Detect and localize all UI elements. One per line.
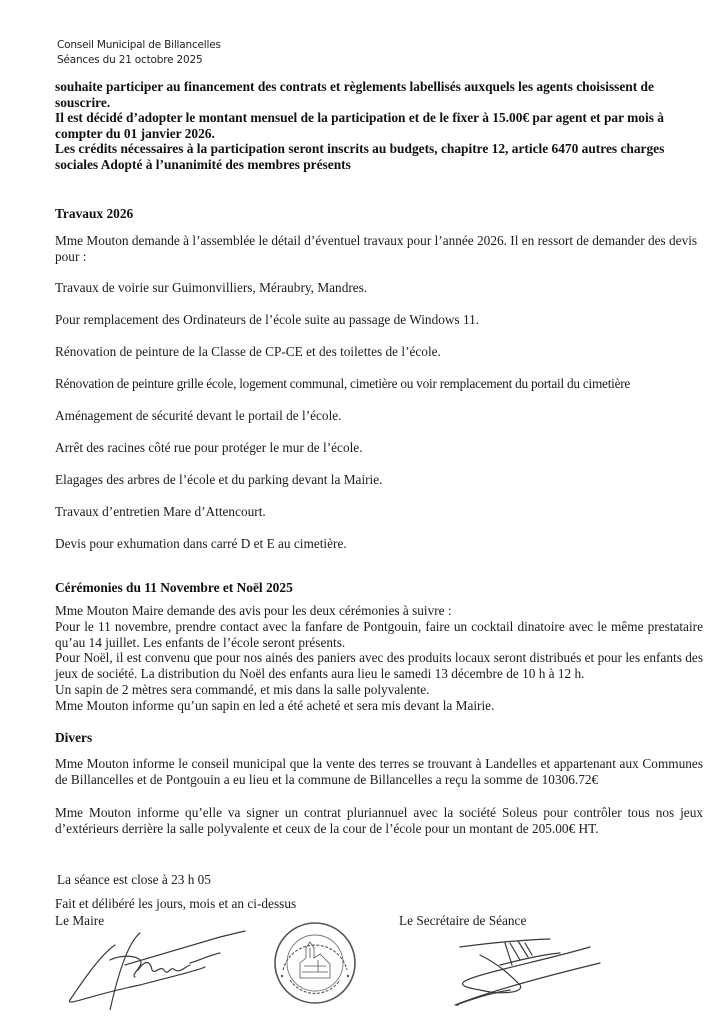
ceremonies-line: Un sapin de 2 mètres sera commandé, et mis dans la salle polyvalente. <box>55 681 430 697</box>
session-date: Séances du 21 octobre 2025 <box>57 54 203 66</box>
travaux-item: Rénovation de peinture de la Classe de CP-CE et des toilettes de l’école. <box>55 344 441 359</box>
travaux-item: Arrêt des racines côté rue pour protéger le mur de l’école. <box>55 440 363 455</box>
travaux-intro: Mme Mouton demande à l’assemblée le détail d’éventuel travaux pour l’année 2026. Il en ressort de demander des devis pour : <box>55 233 698 264</box>
travaux-item: Aménagement de sécurité devant le portail de l’école. <box>55 408 342 423</box>
travaux-item: Elagages des arbres de l’école et du parking devant la Mairie. <box>55 472 383 487</box>
secretaire-signature <box>440 935 610 1010</box>
ceremonies-line: Pour le 11 novembre, prendre contact avec la fanfare de Pontgouin, faire un cocktail dinatoire avec le même prestataire qu’au 14 juillet. Les enfants de l’école seront présents. <box>55 618 703 650</box>
travaux-item: Pour remplacement des Ordinateurs de l’école suite au passage de Windows 11. <box>55 312 480 327</box>
section-title-divers: Divers <box>55 730 93 745</box>
travaux-item: Travaux d’entretien Mare d’Attencourt. <box>55 504 266 519</box>
maire-label: Le Maire <box>55 913 105 928</box>
ceremonies-line: Mme Mouton informe qu’un sapin en led a été acheté et sera mis devant la Mairie. <box>55 697 495 713</box>
fait-delibere: Fait et délibéré les jours, mois et an ci-dessus <box>55 896 297 911</box>
section-title-ceremonies: Cérémonies du 11 Novembre et Noël 2025 <box>55 580 293 595</box>
decision-line: souhaite participer au financement des contrats et règlements labellisés auxquels les agents choisissent de souscrire. <box>55 79 654 110</box>
section-title-travaux: Travaux 2026 <box>55 206 134 221</box>
divers-paragraph: Mme Mouton informe le conseil municipal que la vente des terres se trouvant à Landelles et appartenant aux Communes de Billancelles et de Pontgouin a eu lieu et la commune de Billancelles a reçu la somme de 10306.72€ <box>55 756 703 787</box>
close-time: La séance est close à 23 h 05 <box>57 872 211 887</box>
document-header <box>57 38 221 68</box>
maire-signature <box>60 930 260 1010</box>
travaux-item: Devis pour exhumation dans carré D et E au cimetière. <box>55 536 347 551</box>
travaux-item: Travaux de voirie sur Guimonvilliers, Méraubry, Mandres. <box>55 280 368 295</box>
participation-decision <box>55 79 700 173</box>
ceremonies-body <box>55 603 703 714</box>
travaux-item: Rénovation de peinture grille école, logement communal, cimetière ou voir remplacement du portail du cimetière <box>55 376 631 391</box>
secretaire-label: Le Secrétaire de Séance <box>399 913 527 928</box>
ceremonies-line: Pour Noël, il est convenu que pour nos ainés des paniers avec des produits locaux seront distribués et pour les enfants des jeux de société. La distribution du Noël des enfants aura lieu le samedi 13 décembre de 10 h à 12 h. <box>55 650 703 682</box>
council-name: Conseil Municipal de Billancelles <box>57 39 221 51</box>
decision-line: Les crédits nécessaires à la participation seront inscrits au budgets, chapitre 12, article 6470 autres charges sociales Adopté à l’unanimité des membres présents <box>55 141 665 172</box>
divers-paragraph: Mme Mouton informe qu’elle va signer un contrat pluriannuel avec la société Soleus pour contrôler tous nos jeux d’extérieurs derrière la salle polyvalente et ceux de la cour de l’école pour un montant de 205.00€ HT. <box>55 805 703 836</box>
ceremonies-line: Mme Mouton Maire demande des avis pour les deux cérémonies à suivre : <box>55 603 452 618</box>
decision-line: Il est décidé d’adopter le montant mensuel de la participation et de le fixer à 15.00€ par agent et par mois à compter du 01 janvier 2026. <box>55 110 664 141</box>
mairie-stamp <box>270 918 360 1008</box>
